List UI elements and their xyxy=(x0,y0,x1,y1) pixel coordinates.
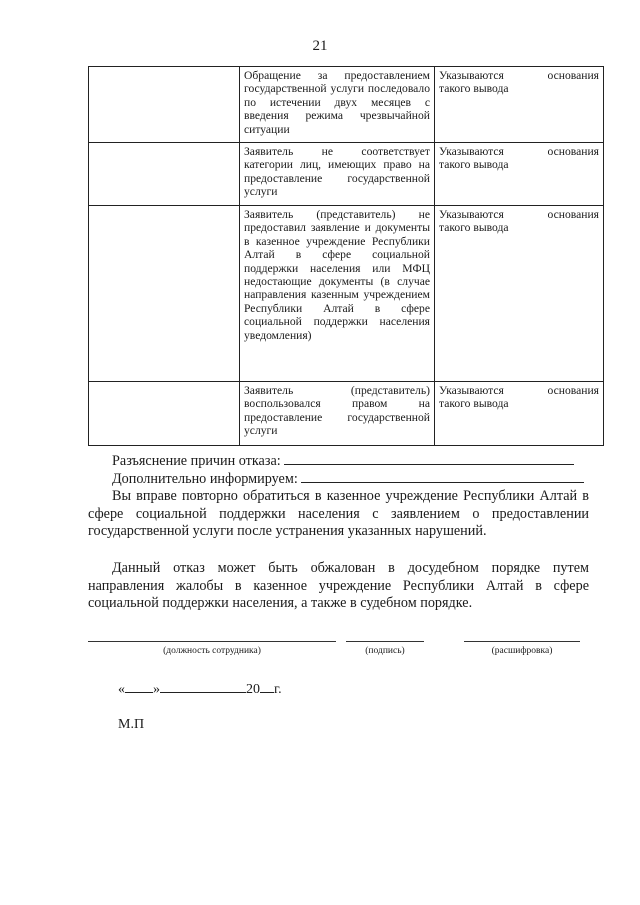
refusal-reason: Обращение за предоставлением государственной услуги последовало по истечении двух месяцев с введения режима чрезвычайной ситуации xyxy=(240,67,435,143)
decoding-caption: (расшифровка) xyxy=(464,641,580,656)
table-row xyxy=(89,382,604,446)
stamp-placeholder: М.П xyxy=(118,717,145,732)
action-label: основания xyxy=(547,208,599,221)
clarification-field[interactable] xyxy=(284,452,574,465)
refusal-action xyxy=(435,382,604,446)
refusal-reason: Заявитель не соответствует категории лиц, имеющих право на предоставление государственной услуги xyxy=(240,143,435,206)
appeal-text: Данный отказ может быть обжалован в досудебном порядке путем направления жалобы в казенное учреждение Республики Алтай в сфере социальной поддержки населения, а также в судебном порядке. xyxy=(88,560,589,611)
refusal-action xyxy=(435,143,604,206)
appeal-paragraph xyxy=(88,560,589,613)
clarification-line xyxy=(88,452,589,471)
action-label: Указываются xyxy=(439,384,504,397)
refusal-reasons-table xyxy=(88,66,604,446)
repeat-application-text: Вы вправе повторно обратиться в казенное учреждение Республики Алтай в сфере социальной поддержки населения с заявлением о предоставлении государственной услуги после устранения указанных нарушений. xyxy=(88,488,589,539)
refusal-action xyxy=(435,67,604,143)
month-field[interactable] xyxy=(160,680,246,693)
position-caption: (должность сотрудника) xyxy=(88,641,336,656)
refusal-action xyxy=(435,206,604,382)
signature-block xyxy=(88,641,589,661)
table-cell-empty xyxy=(89,382,240,446)
action-label: Указываются xyxy=(439,145,504,158)
year-field[interactable] xyxy=(260,680,274,693)
year-prefix: 20 xyxy=(246,682,260,697)
table-row xyxy=(89,67,604,143)
action-tail: такого вывода xyxy=(439,82,509,96)
year-suffix: г. xyxy=(274,682,282,697)
additional-info-label: Дополнительно информируем: xyxy=(112,471,298,487)
table-cell-empty xyxy=(89,143,240,206)
date-open-quote: « xyxy=(118,682,125,697)
action-label: Указываются xyxy=(439,69,504,82)
refusal-reason: Заявитель (представитель) воспользовался правом на предоставление государственной услуги xyxy=(240,382,435,446)
repeat-application-paragraph xyxy=(88,488,589,541)
table-row xyxy=(89,206,604,382)
action-label: основания xyxy=(547,384,599,397)
action-tail: такого вывода xyxy=(439,221,509,235)
additional-info-line xyxy=(88,470,589,489)
date-close-quote: » xyxy=(153,682,160,697)
action-label: основания xyxy=(547,69,599,82)
clarification-label: Разъяснение причин отказа: xyxy=(112,453,281,469)
day-field[interactable] xyxy=(125,680,153,693)
table-cell-empty xyxy=(89,67,240,143)
page-number: 21 xyxy=(312,38,328,54)
action-label: Указываются xyxy=(439,208,504,221)
refusal-reason: Заявитель (представитель) не предоставил заявление и документы в казенное учреждение Республики Алтай в сфере социальной поддержки населения или МФЦ недостающие документы (в случае направления казенным учреждением Республики Алтай в сфере социальной поддержки населения уведомления) xyxy=(240,206,435,382)
table-cell-empty xyxy=(89,206,240,382)
signature-caption: (подпись) xyxy=(346,641,424,656)
additional-info-field[interactable] xyxy=(301,470,584,483)
table-row xyxy=(89,143,604,206)
action-tail: такого вывода xyxy=(439,158,509,172)
date-line xyxy=(118,680,282,698)
action-label: основания xyxy=(547,145,599,158)
action-tail: такого вывода xyxy=(439,397,509,411)
